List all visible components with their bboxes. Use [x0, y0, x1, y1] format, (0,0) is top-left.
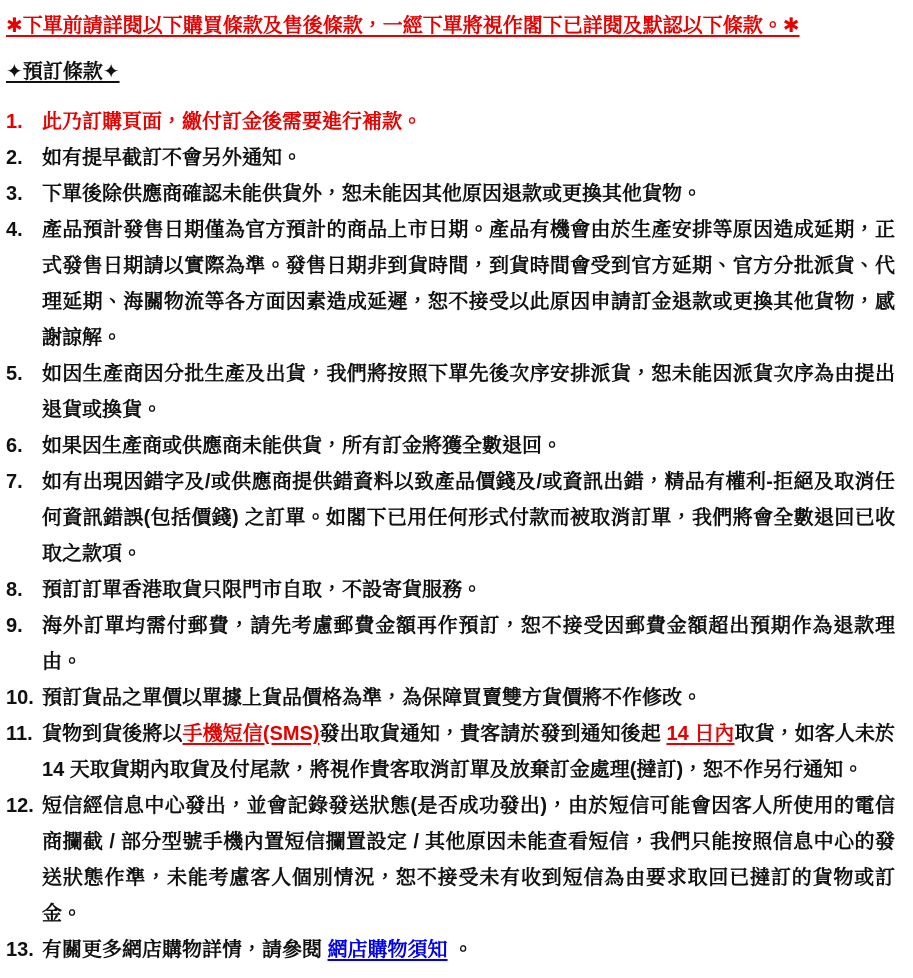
term-text: [42, 788, 895, 932]
term-segment: 發出取貨通知，貴客請於發到通知後起: [319, 723, 667, 745]
term-number: 10.: [6, 687, 34, 709]
term-segment: 如因生產商因分批生產及出貨，我們將按照下單先後次序安排派貨，恕未能因派貨次序為由提出退貨或換貨。: [42, 363, 895, 421]
term-segment: 如果因生產商或供應商未能供貨，所有訂金將獲全數退回。: [42, 435, 562, 457]
term-text: [42, 176, 895, 212]
highlighted-red-text: 14 日內: [666, 723, 735, 745]
term-item: [6, 356, 895, 428]
term-text: [42, 104, 895, 140]
term-text: [42, 464, 895, 572]
term-segment: 產品預計發售日期僅為官方預計的商品上市日期。產品有機會由於生產安排等原因造成延期，正式發售日期請以實際為準。發售日期非到貨時間，到貨時間會受到官方延期、官方分批派貨、代理延期、海關物流等各方面因素造成延遲，恕不接受以此原因申請訂金退款或更換其他貨物，感謝諒解。: [42, 219, 895, 349]
term-item: [6, 104, 895, 140]
term-segment: 預訂訂單香港取貨只限門市自取，不設寄貨服務。: [42, 579, 482, 601]
term-segment: 如有出現因錯字及/或供應商提供錯資料以致產品價錢及/或資訊出錯，精品有權利-拒絕及取消任何資訊錯誤(包括價錢) 之訂單。如閣下已用任何形式付款而被取消訂單，我們將會全數退回已收取之款項。: [42, 471, 895, 565]
terms-list: [6, 104, 895, 968]
term-text: [42, 212, 895, 356]
pre-order-warning-banner: ✱下單前請詳閱以下購買條款及售後條款，一經下單將視作閣下已詳閱及默認以下條款。✱: [6, 15, 800, 37]
term-segment: 此乃訂購頁面，繳付訂金後需要進行補款。: [42, 111, 422, 133]
store-shopping-guide-link[interactable]: 網店購物須知: [327, 939, 448, 961]
term-number: 1.: [6, 111, 23, 133]
term-item: [6, 464, 895, 572]
term-number: 4.: [6, 219, 23, 241]
term-text: [42, 140, 895, 176]
term-number: 3.: [6, 183, 23, 205]
term-item: [6, 932, 895, 968]
term-text: [42, 608, 895, 680]
term-item: [6, 716, 895, 788]
term-text: [42, 680, 895, 716]
term-segment: 有關更多網店購物詳情，請參閱: [42, 939, 328, 961]
term-item: [6, 176, 895, 212]
term-segment: 如有提早截訂不會另外通知。: [42, 147, 302, 169]
term-segment: 貨物到貨後將以: [42, 723, 183, 745]
term-segment: 海外訂單均需付郵費，請先考慮郵費金額再作預訂，恕不接受因郵費金額超出預期作為退款理由。: [42, 615, 895, 673]
term-item: [6, 680, 895, 716]
term-number: 7.: [6, 471, 23, 493]
term-number: 9.: [6, 615, 23, 637]
term-number: 6.: [6, 435, 23, 457]
section-title-pre-order-terms: ✦預訂條款✦: [6, 61, 120, 83]
term-segment: 預訂貨品之單價以單據上貨品價格為準，為保障買賣雙方貨價將不作修改。: [42, 687, 702, 709]
term-number: 2.: [6, 147, 23, 169]
term-text: [42, 572, 895, 608]
term-segment: 下單後除供應商確認未能供貨外，恕未能因其他原因退款或更換其他貨物。: [42, 183, 702, 205]
term-item: [6, 608, 895, 680]
term-number: 12.: [6, 795, 34, 817]
term-number: 11.: [6, 723, 33, 745]
term-text: [42, 428, 895, 464]
term-item: [6, 428, 895, 464]
term-segment: 短信經信息中心發出，並會記錄發送狀態(是否成功發出)，由於短信可能會因客人所使用的電信商攔截 / 部分型號手機內置短信攔置設定 / 其他原因未能查看短信，我們只能按照信息中心的發送狀態作準，未能考慮客人個別情況，恕不接受未有收到短信為由要求取回已撻訂的貨物或訂金。: [42, 795, 895, 925]
term-number: 13.: [6, 939, 34, 961]
term-segment: 取貨，如客人未於 14 天取貨期內取貨及付尾款，將視作貴客取消訂單及放棄訂金處理(撻訂)，恕不作另行通知。: [42, 723, 896, 781]
term-number: 8.: [6, 579, 23, 601]
term-text: [42, 932, 895, 968]
term-item: [6, 212, 895, 356]
term-item: [6, 140, 895, 176]
term-item: [6, 572, 895, 608]
term-number: 5.: [6, 363, 23, 385]
term-item: [6, 788, 895, 932]
term-text: [42, 716, 895, 788]
term-segment: 。: [447, 939, 474, 961]
term-text: [42, 356, 895, 428]
highlighted-red-text: 手機短信(SMS): [182, 723, 320, 745]
